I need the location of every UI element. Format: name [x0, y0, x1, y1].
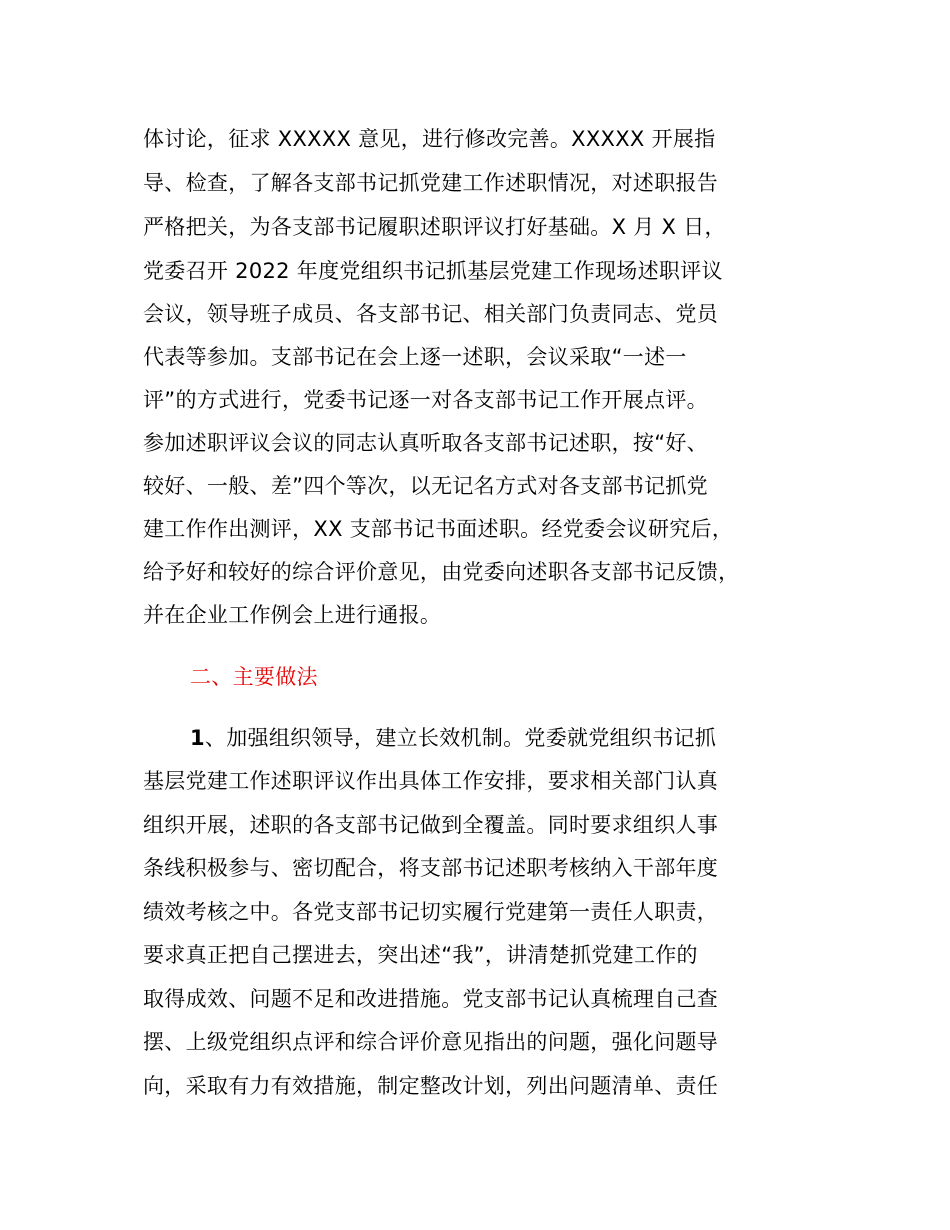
paragraph-2-line-6: 要求真正把自己摆进去，突出述“我”，讲清楚抓党建工作的	[143, 943, 698, 967]
paragraph-1-line-2: 导、检查，了解各支部书记抓党建工作述职情况，对述职报告	[143, 171, 719, 195]
paragraph-2-line-8: 摆、上级党组织点评和综合评价意见指出的问题，强化问题导	[143, 1030, 719, 1054]
section-heading: 二、主要做法	[190, 665, 318, 689]
paragraph-2-line-4: 条线积极参与、密切配合，将支部书记述职考核纳入干部年度	[143, 856, 719, 880]
item-number: 1	[190, 726, 205, 750]
paragraph-2-line-5: 绩效考核之中。各党支部书记切实履行党建第一责任人职责，	[143, 900, 719, 924]
paragraph-1-line-8: 参加述职评议会议的同志认真听取各支部书记述职，按“好、	[143, 431, 708, 455]
paragraph-2-line-2: 基层党建工作述职评议作出具体工作安排，要求相关部门认真	[143, 769, 719, 793]
paragraph-1-line-10: 建工作作出测评，XX 支部书记书面述职。经党委会议研究后，	[143, 517, 734, 541]
paragraph-1-line-5: 会议，领导班子成员、各支部书记、相关部门负责同志、党员	[143, 302, 719, 326]
paragraph-1-line-4: 党委召开 2022 年度党组织书记抓基层党建工作现场述职评议	[143, 259, 723, 283]
paragraph-2-line-3: 组织开展，述职的各支部书记做到全覆盖。同时要求组织人事	[143, 813, 719, 837]
paragraph-1-line-11: 给予好和较好的综合评价意见，由党委向述职各支部书记反馈，	[143, 560, 740, 584]
paragraph-2-line-7: 取得成效、问题不足和改进措施。党支部书记认真梳理自己查	[143, 987, 719, 1011]
paragraph-1-line-3: 严格把关，为各支部书记履职述职评议打好基础。X 月 X 日，	[143, 215, 726, 239]
paragraph-2-line-9: 向，采取有力有效措施，制定整改计划，列出问题清单、责任	[143, 1074, 719, 1098]
paragraph-1-line-7: 评”的方式进行，党委书记逐一对各支部书记工作开展点评。	[143, 388, 708, 412]
paragraph-2-line-1	[190, 723, 716, 753]
paragraph-1-line-9: 较好、一般、差”四个等次，以无记名方式对各支部书记抓党	[143, 474, 708, 498]
paragraph-2-line-1-text: 、加强组织领导，建立长效机制。党委就党组织书记抓	[204, 726, 717, 750]
paragraph-1-line-12: 并在企业工作例会上进行通报。	[143, 603, 442, 627]
paragraph-1-line-6: 代表等参加。支部书记在会上逐一述职，会议采取“一述一	[143, 345, 687, 369]
paragraph-1-line-1: 体讨论，征求 XXXXX 意见，进行修改完善。XXXXX 开展指	[143, 127, 716, 151]
